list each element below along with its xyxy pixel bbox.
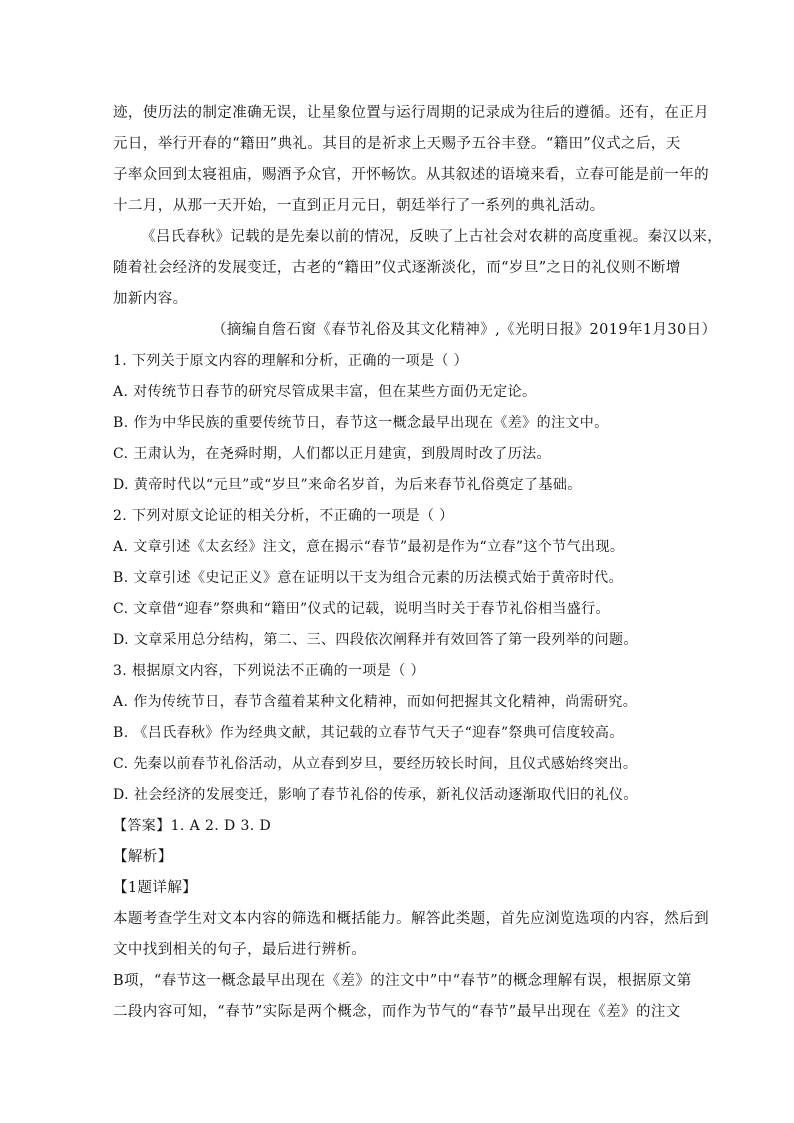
answer-line: 【答案】1. A 2. D 3. D [113, 818, 272, 834]
option: A. 作为传统节日，春节含蕴着某种文化精神，而如何把握其文化精神，尚需研究。 [113, 694, 638, 710]
option: D. 社会经济的发展变迁，影响了春节礼俗的传承，新礼仪活动逐渐取代旧的礼仪。 [113, 787, 638, 803]
question-stem: 1. 下列关于原文内容的理解和分析，正确的一项是（ ） [113, 353, 469, 369]
option: D. 文章采用总分结构，第二、三、四段依次阐释并有效回答了第一段列举的问题。 [113, 632, 638, 648]
analysis-line: 二段内容可知，“春节”实际是两个概念，而作为节气的“春节”最早出现在《差》的注文 [113, 1004, 681, 1020]
source-citation: （摘编自詹石窗《春节礼俗及其文化精神》,《光明日报》2019年1月30日） [212, 322, 717, 338]
question-stem: 3. 根据原文内容，下列说法不正确的一项是（ ） [113, 663, 425, 679]
option: B. 文章引述《史记正义》意在证明以干支为组合元素的历法模式始于黄帝时代。 [113, 570, 623, 586]
analysis-line: B项，“春节这一概念最早出现在《差》的注文中”中“春节”的概念理解有误，根据原文第 [113, 973, 692, 989]
option: A. 对传统节日春节的研究尽管成果丰富，但在某些方面仍无定论。 [113, 384, 537, 400]
option: C. 王肃认为，在尧舜时期，人们都以正月建寅，到殷周时改了历法。 [113, 446, 551, 462]
passage-line: 十二月，从那一天开始，一直到正月元日，朝廷举行了一系列的典礼活动。 [113, 198, 605, 214]
passage-line: 迹，使历法的制定准确无误，让星象位置与运行周期的记录成为往后的遵循。还有，在正月 [113, 105, 709, 121]
option: B. 作为中华民族的重要传统节日，春节这一概念最早出现在《差》的注文中。 [113, 415, 609, 431]
option: D. 黄帝时代以“元旦”或“岁旦”来命名岁首，为后来春节礼俗奠定了基础。 [113, 477, 582, 493]
analysis-line: 文中找到相关的句子，最后进行辨析。 [113, 942, 367, 958]
analysis-line: 本题考查学生对文本内容的筛选和概括能力。解答此类题，首先应浏览选项的内容，然后到 [113, 911, 709, 927]
passage-line: 加新内容。 [113, 291, 188, 307]
question-stem: 2. 下列对原文论证的相关分析，不正确的一项是（ ） [113, 508, 454, 524]
analysis-heading: 【解析】 [113, 849, 173, 865]
detail-heading: 【1题详解】 [113, 880, 198, 896]
option: B. 《吕氏春秋》作为经典文献，其记载的立春节气天子“迎春”祭典可信度较高。 [113, 725, 624, 741]
option: A. 文章引述《太玄经》注文，意在揭示“春节”最初是作为“立春”这个节气出现。 [113, 539, 625, 555]
option: C. 文章借“迎春”祭典和“籍田”仪式的记载，说明当时关于春节礼俗相当盛行。 [113, 601, 610, 617]
passage-line: 元日，举行开春的“籍田”典礼。其目的是祈求上天赐予五谷丰登。“籍田”仪式之后，天 [113, 136, 681, 152]
passage-line: 《吕氏春秋》记载的是先秦以前的情况，反映了上古社会对农耕的高度重视。秦汉以来， [141, 229, 723, 245]
passage-line: 子率众回到太寝祖庙，赐酒予众官，开怀畅饮。从其叙述的语境来看，立春可能是前一年的 [113, 167, 709, 183]
option: C. 先秦以前春节礼俗活动，从立春到岁旦，要经历较长时间，且仪式感始终突出。 [113, 756, 638, 772]
passage-line: 随着社会经济的发展变迁，古老的“籍田”仪式逐渐淡化，而“岁旦”之日的礼仪则不断增 [113, 260, 681, 276]
